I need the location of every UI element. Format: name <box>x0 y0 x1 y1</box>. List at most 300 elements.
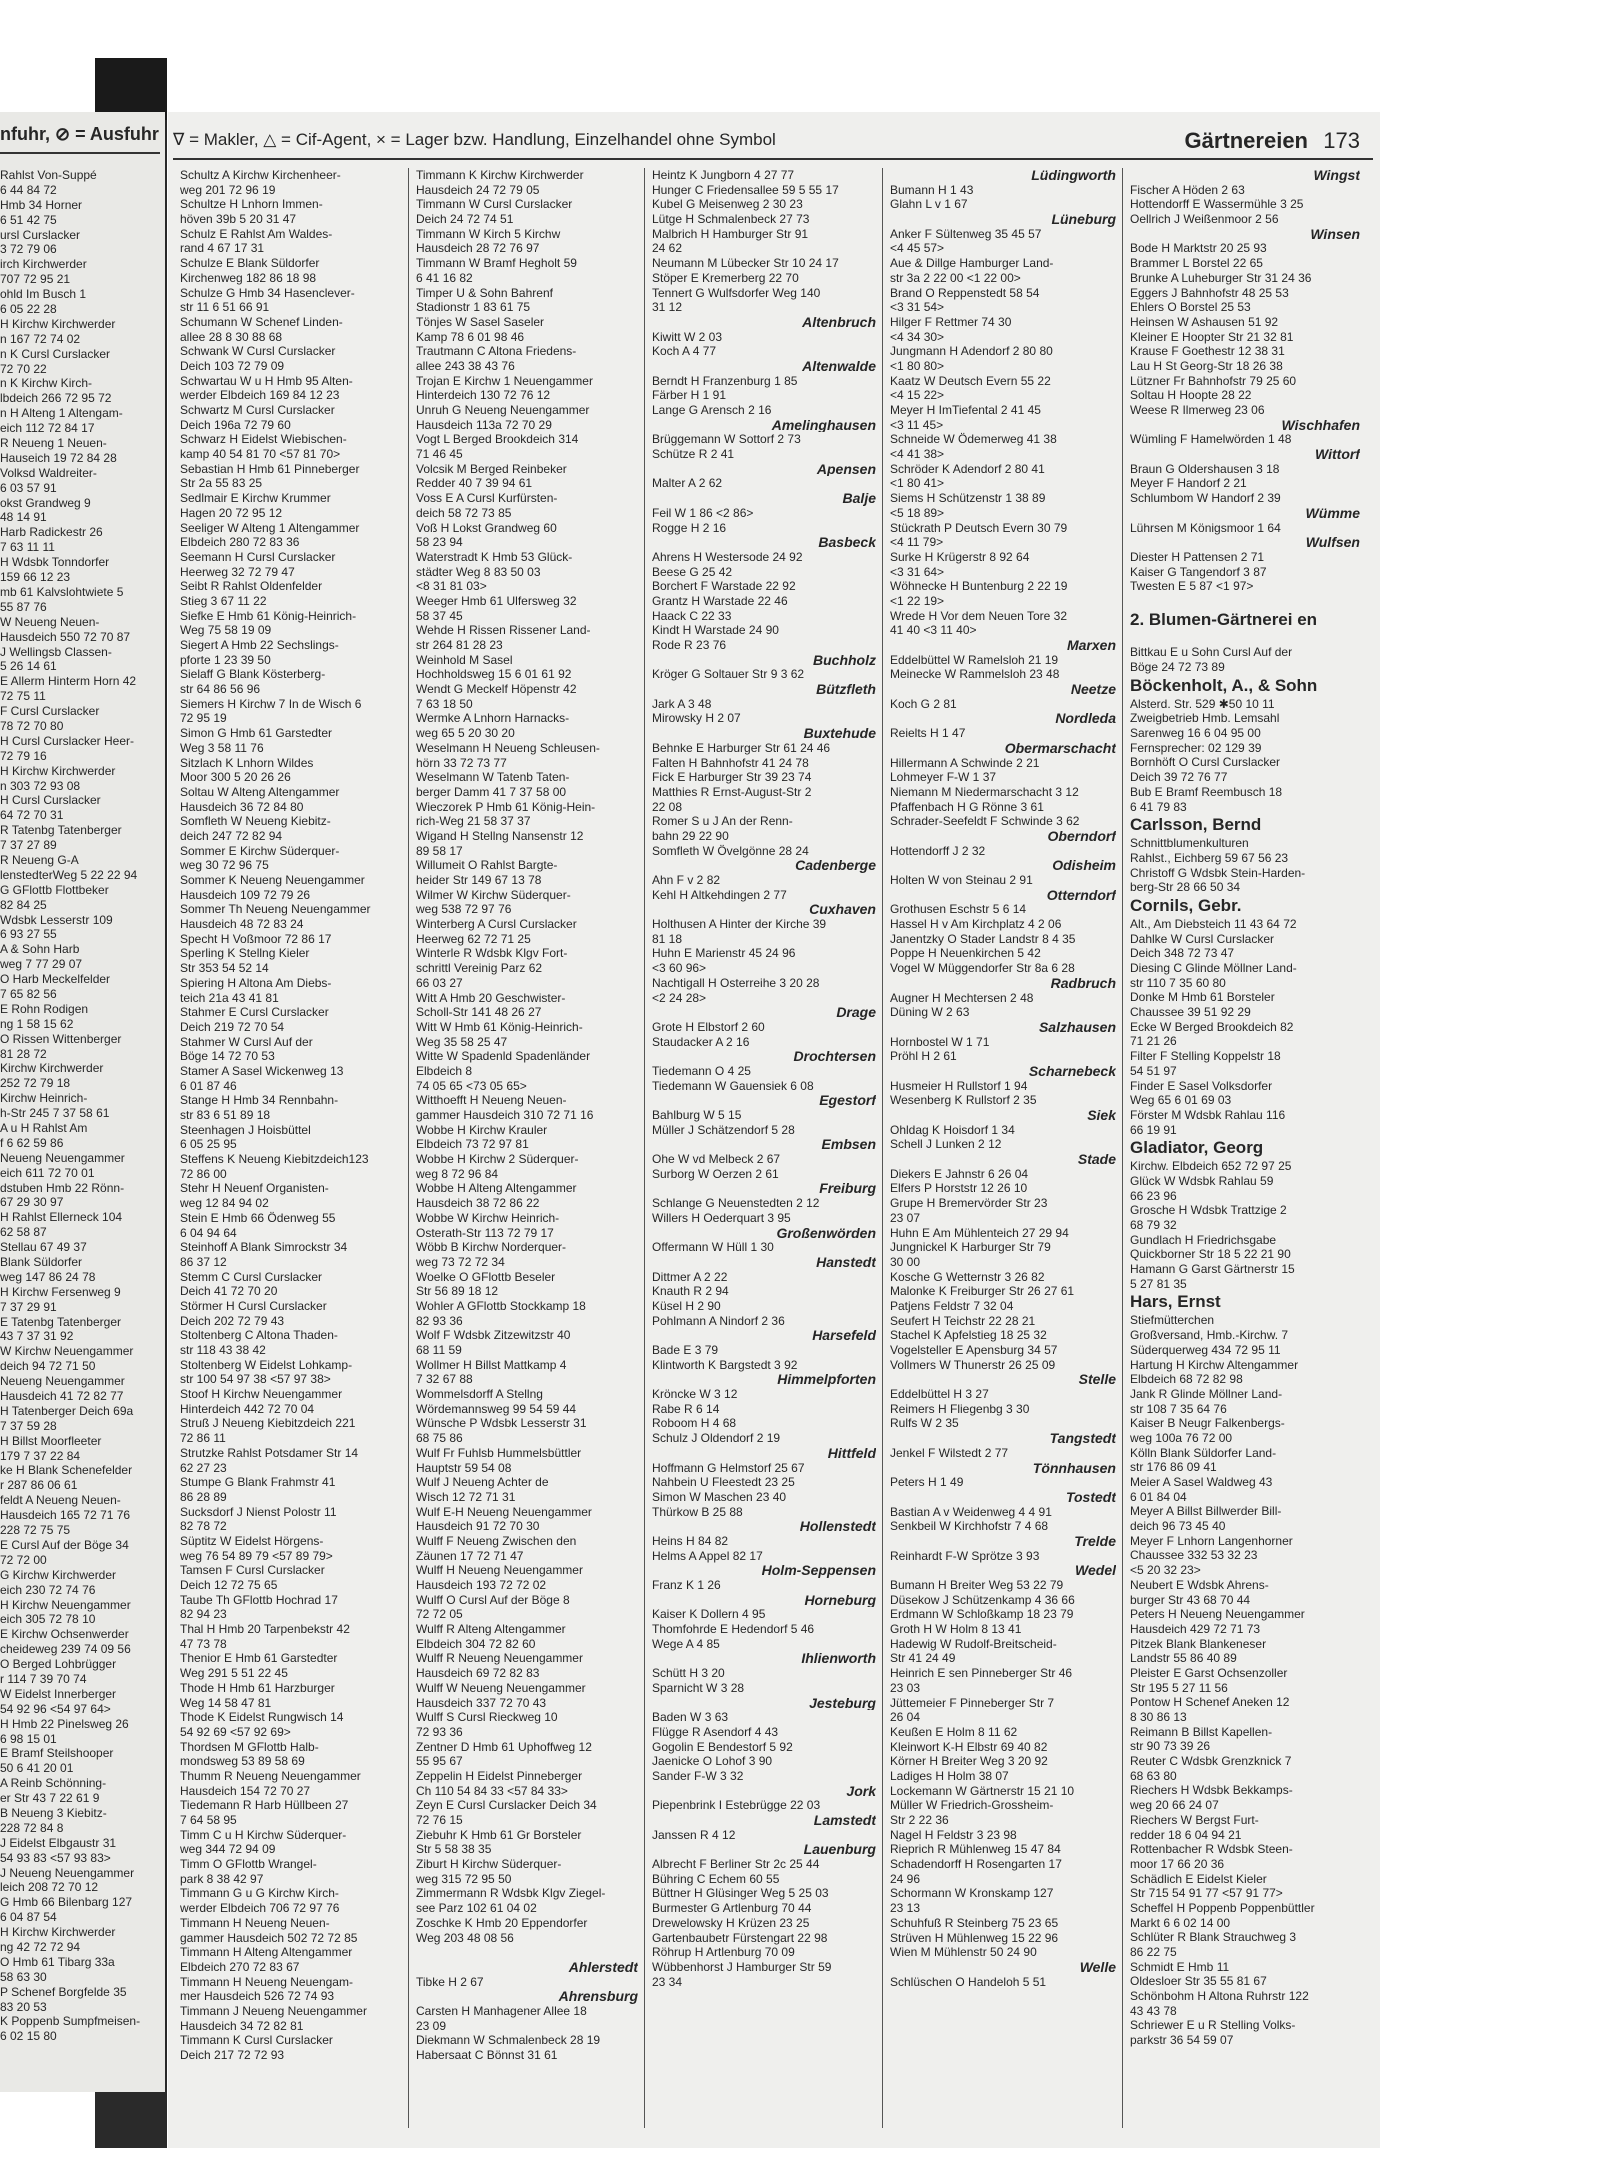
listing-line: Thumm R Neueng Neuengammer <box>180 1768 361 1783</box>
listing-line: Roboom H 4 68 <box>652 1416 737 1431</box>
listing-line: Soltau H Hoopte 28 22 <box>1130 388 1252 403</box>
left-page-line: n 303 72 93 08 <box>0 778 81 793</box>
listing-line: Kirchenweg 182 86 18 98 <box>180 270 317 285</box>
listing-line: Stamer A Sasel Wickenweg 13 <box>180 1063 344 1078</box>
listing-line: Filter F Stelling Koppelstr 18 <box>1130 1049 1281 1064</box>
listing-line: Timmann G u G Kirchw Kirch- <box>180 1886 339 1901</box>
listing-line: Husmeier H Rullstorf 1 94 <box>890 1078 1028 1093</box>
listing-line: Stoltenberg C Altona Thaden- <box>180 1328 338 1343</box>
listing-line: Holten W von Steinau 2 91 <box>890 873 1033 887</box>
listing-line: Timmann K Kirchw Kirchwerder <box>416 168 584 182</box>
listing-line: 81 18 <box>652 931 683 946</box>
listing-line: Deich 12 72 75 65 <box>180 1578 278 1592</box>
listing-line: Knauth R 2 94 <box>652 1284 729 1299</box>
listing-line: Baden W 3 63 <box>652 1710 729 1725</box>
listing-line: Wobbe W Kirchw Heinrich- <box>416 1210 560 1225</box>
listing-line: Siemers H Kirchw 7 In de Wisch 6 <box>180 696 362 711</box>
listing-line: Timmann H Alteng Altengammer <box>180 1945 353 1960</box>
listing-line: Thode H Hmb 61 Harzburger <box>180 1680 335 1695</box>
listing-line: Schwank W Cursl Curslacker <box>180 344 336 359</box>
left-page-line: W Eidelst Innerberger <box>0 1686 117 1701</box>
town-heading: Wischhafen <box>1281 417 1360 433</box>
listing-line: Färber H 1 91 <box>652 388 727 403</box>
listing-line: Witte W Spadenld Spadenländer <box>416 1049 591 1064</box>
listing-line: Thomfohrde E Hedendorf 5 46 <box>652 1622 815 1637</box>
listing-line: Jark A 3 48 <box>652 696 712 711</box>
listing-line: Weg 291 5 51 22 45 <box>180 1666 288 1681</box>
listing-line: Carsten H Manhagener Allee 18 <box>416 2003 587 2018</box>
listing-line: str 64 86 56 96 <box>180 682 261 697</box>
listing-line: Ahn F v 2 82 <box>652 873 721 887</box>
listing-line: str 83 6 51 89 18 <box>180 1108 271 1122</box>
listing-line: 54 51 97 <box>1130 1063 1177 1078</box>
listing-line: Poppe H Neuenkirchen 5 42 <box>890 946 1041 961</box>
listing-line: Wobbe H Kirchw 2 Süderquer- <box>416 1152 579 1167</box>
listing-line: 89 58 17 <box>416 843 463 858</box>
listing-line: Hausdeich 38 72 86 22 <box>416 1196 540 1211</box>
listing-line: Haack C 22 33 <box>652 608 732 623</box>
listing-line: Schlange G Neuenstedten 2 12 <box>652 1196 820 1211</box>
listing-line: Grothusen Eschstr 5 6 14 <box>890 902 1027 917</box>
listing-line: Tiedemann W Gauensiek 6 08 <box>652 1078 814 1093</box>
listing-line: parkstr 36 54 59 07 <box>1130 2033 1234 2048</box>
listing-line: Schultze H Lnhorn Immen- <box>180 197 323 212</box>
listing-line: Hausdeich 48 72 83 24 <box>180 917 304 932</box>
left-page-line: f 6 62 59 86 <box>0 1135 64 1150</box>
left-page-list <box>0 168 140 2044</box>
left-page-line: H Hmb 22 Pinelsweg 26 <box>0 1716 129 1731</box>
listing-line: redder 18 6 04 94 21 <box>1130 1827 1242 1842</box>
left-page-line: weg 7 77 29 07 <box>0 957 83 972</box>
listing-line: Lohmeyer F-W 1 37 <box>890 770 997 785</box>
listing-line: Hagen 20 72 95 12 <box>180 505 283 520</box>
left-page-line: n K Kirchw Kirch- <box>0 376 93 391</box>
listing-line: Schädlich E Eidelst Kieler <box>1130 1871 1267 1886</box>
listing-line: 72 95 19 <box>180 711 227 726</box>
listing-line: Timmann W Kirch 5 Kirchw <box>416 226 561 241</box>
left-page-line: eich 230 72 74 76 <box>0 1582 96 1597</box>
left-page-line: 7 63 11 11 <box>0 540 55 555</box>
left-page-line: 252 72 79 18 <box>0 1076 71 1091</box>
listing-line: Heerweg 32 72 79 47 <box>180 564 295 579</box>
column-divider <box>408 168 409 2128</box>
listing-line: Eddelbüttel H 3 27 <box>890 1387 989 1402</box>
listing-line: 22 08 <box>652 799 683 814</box>
listing-line: Malonke K Freiburger Str 26 27 61 <box>890 1284 1075 1299</box>
listing-line: Bornhöft O Cursl Curslacker <box>1130 755 1281 770</box>
listing-line: Piepenbrink I Estebrügge 22 03 <box>652 1798 821 1813</box>
listing-line: berger Damm 41 7 37 58 00 <box>416 784 567 799</box>
listing-line: str 110 7 35 60 80 <box>1130 975 1226 990</box>
listing-line: Hausdeich 69 72 82 83 <box>416 1666 540 1681</box>
listing-line: 66 19 91 <box>1130 1122 1177 1137</box>
listing-line: Erdmann W Schloßkamp 18 23 79 <box>890 1607 1074 1622</box>
listing-line: Elfers P Horststr 12 26 10 <box>890 1181 1028 1196</box>
listing-line: kamp 40 54 81 70 <57 81 70> <box>180 447 341 462</box>
listing-line: Braun G Oldershausen 3 18 <box>1130 461 1280 476</box>
listing-line: Krause F Goethestr 12 38 31 <box>1130 344 1285 359</box>
listing-line: 23 03 <box>890 1680 921 1695</box>
left-page-line: K Poppenb Sumpfmeisen- <box>0 2014 141 2029</box>
listing-line: Kröncke W 3 12 <box>652 1387 738 1402</box>
listing-line: Wulff O Cursl Auf der Böge 8 <box>416 1592 570 1607</box>
column-divider <box>644 168 645 2128</box>
listing-line: Schwarz H Eidelst Wiebischen- <box>180 432 347 447</box>
listing-line: Str 715 54 91 77 <57 91 77> <box>1130 1886 1283 1901</box>
left-page-line: A Reinb Schönning- <box>0 1776 107 1791</box>
listing-line: Reuter C Wdsbk Grenzknick 7 <box>1130 1754 1292 1769</box>
listing-line: <2 24 28> <box>652 990 707 1005</box>
listing-line: Fischer A Höden 2 63 <box>1130 182 1245 197</box>
left-page-line: 7 37 27 89 <box>0 838 57 853</box>
left-page-line: Blank Süldorfer <box>0 1255 83 1270</box>
listing-line: Kindt H Warstade 24 90 <box>652 623 779 638</box>
listing-line: Wommelsdorff A Stellng <box>416 1387 543 1402</box>
town-heading: Ahlerstedt <box>568 1959 638 1975</box>
listing-line: teich 21a 43 41 81 <box>180 990 279 1005</box>
town-heading: Wittorf <box>1315 447 1360 462</box>
listing-line: Timmann H Neueng Neuen- <box>180 1915 330 1930</box>
listing-line: Hauptstr 59 54 08 <box>416 1460 512 1475</box>
town-heading: Cadenberge <box>795 858 876 873</box>
listing-line: Schütze R 2 41 <box>652 447 735 462</box>
left-page-line: Hmb 34 Horner <box>0 197 83 212</box>
listing-line: 6 05 25 95 <box>180 1137 237 1152</box>
listing-line: Tiedemann R Harb Hüllbeen 27 <box>180 1798 349 1813</box>
listing-line: Sitzlach K Lnhorn Wildes <box>180 755 314 770</box>
listing-line: Wulff H Neueng Neuengammer <box>416 1563 583 1578</box>
listing-line: werder Elbdeich 706 72 97 76 <box>180 1901 340 1916</box>
listing-line: Bub E Bramf Reembusch 18 <box>1130 784 1283 799</box>
listing-line: Schwartz M Cursl Curslacker <box>180 403 335 417</box>
listing-line: 72 86 11 <box>180 1431 226 1446</box>
listing-line: Pontow H Schenef Aneken 12 <box>1130 1695 1290 1710</box>
listing-line: Meinecke W Rammelsloh 23 48 <box>890 667 1060 682</box>
listing-line: Grantz H Warstade 22 46 <box>652 593 788 608</box>
listing-line: Eggers J Bahnhofstr 48 25 53 <box>1130 285 1289 300</box>
listing-line: Strutzke Rahlst Potsdamer Str 14 <box>180 1445 359 1460</box>
listing-line: Wöhnecke H Buntenburg 2 22 19 <box>890 579 1068 594</box>
listing-line: Waterstradt K Hmb 53 Glück- <box>416 549 573 564</box>
listing-line: Wulf J Neueng Achter de <box>416 1475 549 1490</box>
listing-line: <4 15 22> <box>890 388 945 403</box>
town-heading: Hanstedt <box>816 1254 876 1270</box>
listing-line: Borchert F Warstade 22 92 <box>652 579 796 594</box>
listing-line: Vollmers W Thunerstr 26 25 09 <box>890 1357 1056 1372</box>
listing-line: Schulze G Hmb 34 Hasenclever- <box>180 285 355 300</box>
listing-line: Offermann W Hüll 1 30 <box>652 1240 774 1255</box>
left-page-line: 72 75 11 <box>0 689 46 704</box>
left-page-line: H Wdsbk Tonndorfer <box>0 555 110 570</box>
listing-line: Neubert E Wdsbk Ahrens- <box>1130 1577 1269 1592</box>
listing-line: Bode H Marktstr 20 25 93 <box>1130 241 1267 256</box>
listing-line: Jüttemeier F Pinneberger Str 7 <box>890 1695 1055 1710</box>
listing-line: Jaenicke O Lohof 3 90 <box>652 1754 773 1769</box>
listing-line: Brammer L Borstel 22 65 <box>1130 256 1263 271</box>
listing-line: Vogelsteller E Apensburg 34 57 <box>890 1343 1058 1357</box>
listing-line: Str 41 24 49 <box>890 1651 956 1666</box>
listing-line: Hausdeich 91 72 70 30 <box>416 1519 540 1534</box>
listing-line: Elbdeich 8 <box>416 1063 473 1078</box>
left-page-line: J Neueng Neuengammer <box>0 1865 135 1880</box>
listing-line: Pleister E Garst Ochsenzoller <box>1130 1665 1288 1680</box>
listing-line: 86 37 12 <box>180 1254 227 1269</box>
town-heading: Wulfsen <box>1305 535 1360 550</box>
listing-line: Meyer F Lnhorn Langenhorner <box>1130 1533 1293 1548</box>
listing-line: 24 96 <box>890 1871 921 1886</box>
listing-line: Weselmann H Neueng Schleusen- <box>416 740 600 755</box>
listing-line: Brunke A Luheburger Str 31 24 36 <box>1130 270 1312 285</box>
listing-line: Riechers W Bergst Furt- <box>1130 1812 1259 1827</box>
listing-line: Wulff S Cursl Rieckweg 10 <box>416 1710 558 1725</box>
listing-line: Elbdeich 68 72 82 98 <box>1130 1372 1243 1387</box>
listing-line: Malbrich H Hamburger Str 91 <box>652 226 809 241</box>
listing-line: Staudacker A 2 16 <box>652 1034 750 1049</box>
listing-line: 55 95 67 <box>416 1754 463 1769</box>
listing-line: Simon W Maschen 23 40 <box>652 1489 787 1504</box>
listing-line: Grupe H Bremervörder Str 23 <box>890 1196 1048 1211</box>
listing-line: 6 01 84 04 <box>1130 1489 1187 1504</box>
listing-line: Meyer F Handorf 2 21 <box>1130 476 1247 491</box>
listing-line: 23 07 <box>890 1210 921 1225</box>
town-heading: Wedel <box>1075 1563 1116 1578</box>
listing-line: Wehde H Rissen Rissener Land- <box>416 623 591 638</box>
listing-line: Schlüschen O Handeloh 5 51 <box>890 1974 1047 1989</box>
listing-line: Jungnickel K Harburger Str 79 <box>890 1240 1051 1255</box>
listing-line: 68 63 80 <box>1130 1768 1177 1783</box>
listing-line: Aue & Dillge Hamburger Land- <box>890 256 1054 271</box>
left-page-line: Neueng Neuengammer <box>0 1374 125 1389</box>
listing-line: Timper U & Sohn Bahrenf <box>416 285 553 300</box>
listing-line: allee 243 38 43 76 <box>416 358 515 373</box>
listing-line: Hillermann A Schwinde 2 21 <box>890 755 1040 770</box>
left-page-line: 81 28 72 <box>0 1046 47 1061</box>
left-page-line: 54 93 83 <57 93 83> <box>0 1850 111 1865</box>
listing-line: Ahrens H Westersode 24 92 <box>652 549 803 564</box>
listing-line: Peters H 1 49 <box>890 1475 964 1490</box>
listing-line: Thode K Eidelst Rungwisch 14 <box>180 1710 344 1725</box>
listing-line: Kosche G Wetternstr 3 26 82 <box>890 1269 1045 1284</box>
listing-line: 68 75 86 <box>416 1431 463 1446</box>
directory-page <box>168 112 1380 2148</box>
listing-line: <5 20 32 23> <box>1130 1563 1201 1578</box>
listing-line: Keußen E Holm 8 11 62 <box>890 1724 1018 1739</box>
listing-line: Senkbeil W Kirchhofstr 7 4 68 <box>890 1519 1049 1534</box>
listing-line: Willumeit O Rahlst Bargte- <box>416 858 558 873</box>
listing-line: Redder 40 7 39 94 61 <box>416 476 533 491</box>
left-page-line: H Kirchw Neuengammer <box>0 1597 131 1612</box>
listing-line: Deich 217 72 72 93 <box>180 2048 285 2062</box>
left-page-line: Volksd Waldreiter- <box>0 465 97 480</box>
listing-line: deich 247 72 82 94 <box>180 828 283 843</box>
listing-line: Schrader-Seefeldt F Schwinde 3 62 <box>890 814 1080 829</box>
listing-line: Schultz A Kirchw Kirchenheer- <box>180 168 341 182</box>
listing-line: 7 63 18 50 <box>416 696 473 711</box>
listing-line: Niemann M Niedermarschacht 3 12 <box>890 784 1079 799</box>
left-page-line: mb 61 Kalvslohtwiete 5 <box>0 584 124 599</box>
left-page-line: F Cursl Curslacker <box>0 704 100 719</box>
listing-line: werder Elbdeich 169 84 12 23 <box>180 388 340 403</box>
symbol-legend: ∇ = Makler, △ = Cif-Agent, × = Lager bzw. Handlung, Einzelhandel ohne Symbol <box>173 130 776 149</box>
column-3 <box>652 168 876 1989</box>
listing-line: Habersaat C Bönnst 31 61 <box>416 2048 558 2062</box>
listing-line: gammer Hausdeich 502 72 72 85 <box>180 1930 358 1945</box>
listing-line: Wümling F Hamelwörden 1 48 <box>1130 432 1292 447</box>
left-page-line: G Hmb 66 Bilenbarg 127 <box>0 1895 133 1910</box>
listing-line: Elbdeich 73 72 97 81 <box>416 1137 529 1152</box>
listing-line: Ladiges H Holm 38 07 <box>890 1768 1009 1783</box>
listing-line: weg 12 84 94 02 <box>180 1196 269 1211</box>
listing-line: 7 64 58 95 <box>180 1813 237 1827</box>
listing-line: Tennert G Wulfsdorfer Weg 140 <box>652 285 821 300</box>
listing-line: Rahlst., Eichberg 59 67 56 23 <box>1130 850 1289 865</box>
left-page-line: W Neueng Neuen- <box>0 614 100 629</box>
left-page-line: 6 05 22 28 <box>0 302 57 317</box>
listing-line: 47 73 78 <box>180 1636 227 1651</box>
town-heading: Otterndorf <box>1046 887 1116 903</box>
page-number: 173 <box>1323 128 1360 153</box>
left-page-fragment <box>0 112 165 2092</box>
town-heading: Trelde <box>1074 1533 1116 1549</box>
listing-line: Grosche H Wdsbk Trattzige 2 <box>1130 1203 1287 1218</box>
left-page-line: J Eidelst Elbgaustr 31 <box>0 1835 117 1850</box>
listing-line: Matthies R Ernst-August-Str 2 <box>652 784 812 799</box>
listing-line: Kröger G Soltauer Str 9 3 62 <box>652 667 805 682</box>
listing-line: Schormann W Kronskamp 127 <box>890 1886 1054 1901</box>
left-page-line: Hausdeich 41 72 82 77 <box>0 1389 124 1404</box>
listing-line: Str 353 54 52 14 <box>180 961 269 976</box>
listing-line: <3 60 96> <box>652 961 707 976</box>
listing-line: Meyer H ImTiefental 2 41 45 <box>890 403 1041 417</box>
listing-line: str 118 43 38 42 <box>180 1343 266 1357</box>
listing-line: Reielts H 1 47 <box>890 726 966 741</box>
listing-line: Düsekow J Schützenkamp 4 36 66 <box>890 1592 1075 1607</box>
listing-line: Hilger F Rettmer 74 30 <box>890 314 1012 329</box>
left-page-line: dstuben Hmb 22 Rönn- <box>0 1180 125 1195</box>
listing-line: 72 93 36 <box>416 1724 463 1739</box>
listing-line: Koch A 4 77 <box>652 344 717 359</box>
listing-line: Tönjes W Sasel Saseler <box>416 314 545 329</box>
left-page-line: 7 37 59 28 <box>0 1418 57 1433</box>
listing-line: Woelke O GFlottb Beseler <box>416 1269 556 1284</box>
listing-line: Wolf F Wdsbk Zitzewitzstr 40 <box>416 1328 571 1343</box>
left-page-line: 78 72 70 80 <box>0 718 64 733</box>
listing-line: allee 28 8 30 88 68 <box>180 329 283 344</box>
left-page-line: Rahlst Von-Suppé <box>0 168 97 182</box>
left-page-line: ohld Im Busch 1 <box>0 287 87 302</box>
listing-line: Alt., Am Diebsteich 11 43 64 72 <box>1130 916 1297 931</box>
listing-line: Elbdeich 280 72 83 36 <box>180 535 300 550</box>
listing-line: Sperling K Stellng Kieler <box>180 946 310 961</box>
listing-line: 23 09 <box>416 2018 447 2033</box>
listing-line: Schulz J Oldendorf 2 19 <box>652 1431 781 1446</box>
listing-line: str 3a 2 22 00 <1 22 00> <box>890 270 1021 285</box>
listing-line: Gundlach H Friedrichsgabe <box>1130 1232 1277 1247</box>
listing-line: Nahbein U Fleestedt 23 25 <box>652 1475 795 1490</box>
listing-line <box>416 1945 638 1960</box>
town-heading: Stade <box>1077 1152 1116 1167</box>
listing-line: Pröhl H 2 61 <box>890 1049 957 1064</box>
listing-line: Oldesloer Str 35 55 81 67 <box>1130 1974 1267 1989</box>
listing-line: 43 43 78 <box>1130 2003 1177 2018</box>
listing-line: <8 31 81 03> <box>416 579 487 594</box>
listing-line: Düning W 2 63 <box>890 1005 970 1020</box>
listing-line: Deich 196a 72 79 60 <box>180 417 291 432</box>
listing-line: Brüggemann W Sottorf 2 73 <box>652 432 801 447</box>
listing-line: Bühring C Echem 60 55 <box>652 1871 780 1886</box>
listing-line: weg 201 72 96 19 <box>180 182 276 197</box>
listing-line: 54 92 69 <57 92 69> <box>180 1724 291 1739</box>
listing-line: str 11 6 51 66 91 <box>180 300 270 315</box>
listing-line: Bahlburg W 5 15 <box>652 1108 742 1122</box>
town-heading: Bützfleth <box>816 682 876 697</box>
listing-line: weg 8 72 96 84 <box>416 1166 499 1181</box>
listing-line: Elbdeich 270 72 83 67 <box>180 1959 300 1974</box>
listing-line: Stein E Hmb 66 Ödenweg 55 <box>180 1210 336 1225</box>
listing-line: Timmann W Bramf Hegholt 59 <box>416 256 577 271</box>
listing-line: Rabe R 6 14 <box>652 1401 720 1416</box>
listing-line: Deich 103 72 79 09 <box>180 358 285 373</box>
left-page-line: cheideweg 239 74 09 56 <box>0 1642 131 1657</box>
listing-line: Thal H Hmb 20 Tarpenbekstr 42 <box>180 1622 350 1637</box>
listing-line: Sparnicht W 3 28 <box>652 1680 745 1695</box>
listing-line: str 176 86 09 41 <box>1130 1460 1217 1475</box>
town-heading: Tönnhausen <box>1032 1460 1116 1476</box>
listing-line: Schneide W Ödemerweg 41 38 <box>890 432 1057 447</box>
listing-line: Stückrath P Deutsch Evern 30 79 <box>890 520 1068 535</box>
listing-line: Kölln Blank Süldorfer Land- <box>1130 1445 1277 1460</box>
listing-line: Hausdeich 36 72 84 80 <box>180 799 304 814</box>
listing-line: Kaiser B Neugr Falkenbergs- <box>1130 1416 1285 1431</box>
listing-line: Pohlmann A Nindorf 2 36 <box>652 1313 785 1328</box>
listing-line: Lütge H Schmalenbeck 27 73 <box>652 212 810 227</box>
left-page-line: h-Str 245 7 37 58 61 <box>0 1106 110 1121</box>
listing-line: 71 21 26 <box>1130 1034 1177 1049</box>
left-page-line: 6 51 42 75 <box>0 212 57 227</box>
listing-line: park 8 38 42 97 <box>180 1871 264 1886</box>
listing-line: Schulze E Blank Süldorfer <box>180 256 320 271</box>
listing-line: Oellrich J Weißenmoor 2 56 <box>1130 212 1279 227</box>
listing-line: Heinsen W Ashausen 51 92 <box>1130 314 1279 329</box>
listing-line: Stemm C Cursl Curslacker <box>180 1269 323 1284</box>
town-heading: Jork <box>846 1783 876 1799</box>
listing-line: Bumann H 1 43 <box>890 182 974 197</box>
listing-line: Wollmer H Billst Mattkamp 4 <box>416 1357 567 1372</box>
listing-line: Timm C u H Kirchw Süderquer- <box>180 1827 347 1842</box>
listing-line: Siefke E Hmb 61 König-Heinrich- <box>180 608 357 623</box>
listing-line: Simon G Hmb 61 Garstedter <box>180 726 333 741</box>
listing-line: Thürkow B 25 88 <box>652 1504 743 1519</box>
left-page-line: ng 42 72 72 94 <box>0 1939 81 1954</box>
town-heading: Nordleda <box>1055 711 1116 727</box>
listing-line: Diesing C Glinde Möllner Land- <box>1130 961 1297 975</box>
left-page-line: Harb Radickestr 26 <box>0 525 103 540</box>
listing-line: Winterberg A Cursl Curslacker <box>416 917 577 932</box>
listing-line: Janssen R 4 12 <box>652 1827 736 1842</box>
listing-line: rand 4 67 17 31 <box>180 241 265 256</box>
listing-line: Wrede H Vor dem Neuen Tore 32 <box>890 608 1067 623</box>
listing-line: Klintworth K Bargstedt 3 92 <box>652 1357 798 1372</box>
listing-line: Hamann G Garst Gärtnerstr 15 <box>1130 1262 1295 1277</box>
listing-line: Riechers H Wdsbk Bekkamps- <box>1130 1783 1293 1798</box>
left-page-line: H Cursl Curslacker <box>0 793 101 808</box>
listing-line: deich 96 73 45 40 <box>1130 1519 1226 1534</box>
listing-line: Tamsen F Cursl Curslacker <box>180 1563 325 1578</box>
listing-line: weg 538 72 97 76 <box>416 902 512 917</box>
listing-line: schrittl Vereinig Parz 62 <box>416 961 543 976</box>
column-1 <box>180 168 402 2063</box>
listing-line: Strüven H Mühlenweg 15 22 96 <box>890 1930 1059 1945</box>
